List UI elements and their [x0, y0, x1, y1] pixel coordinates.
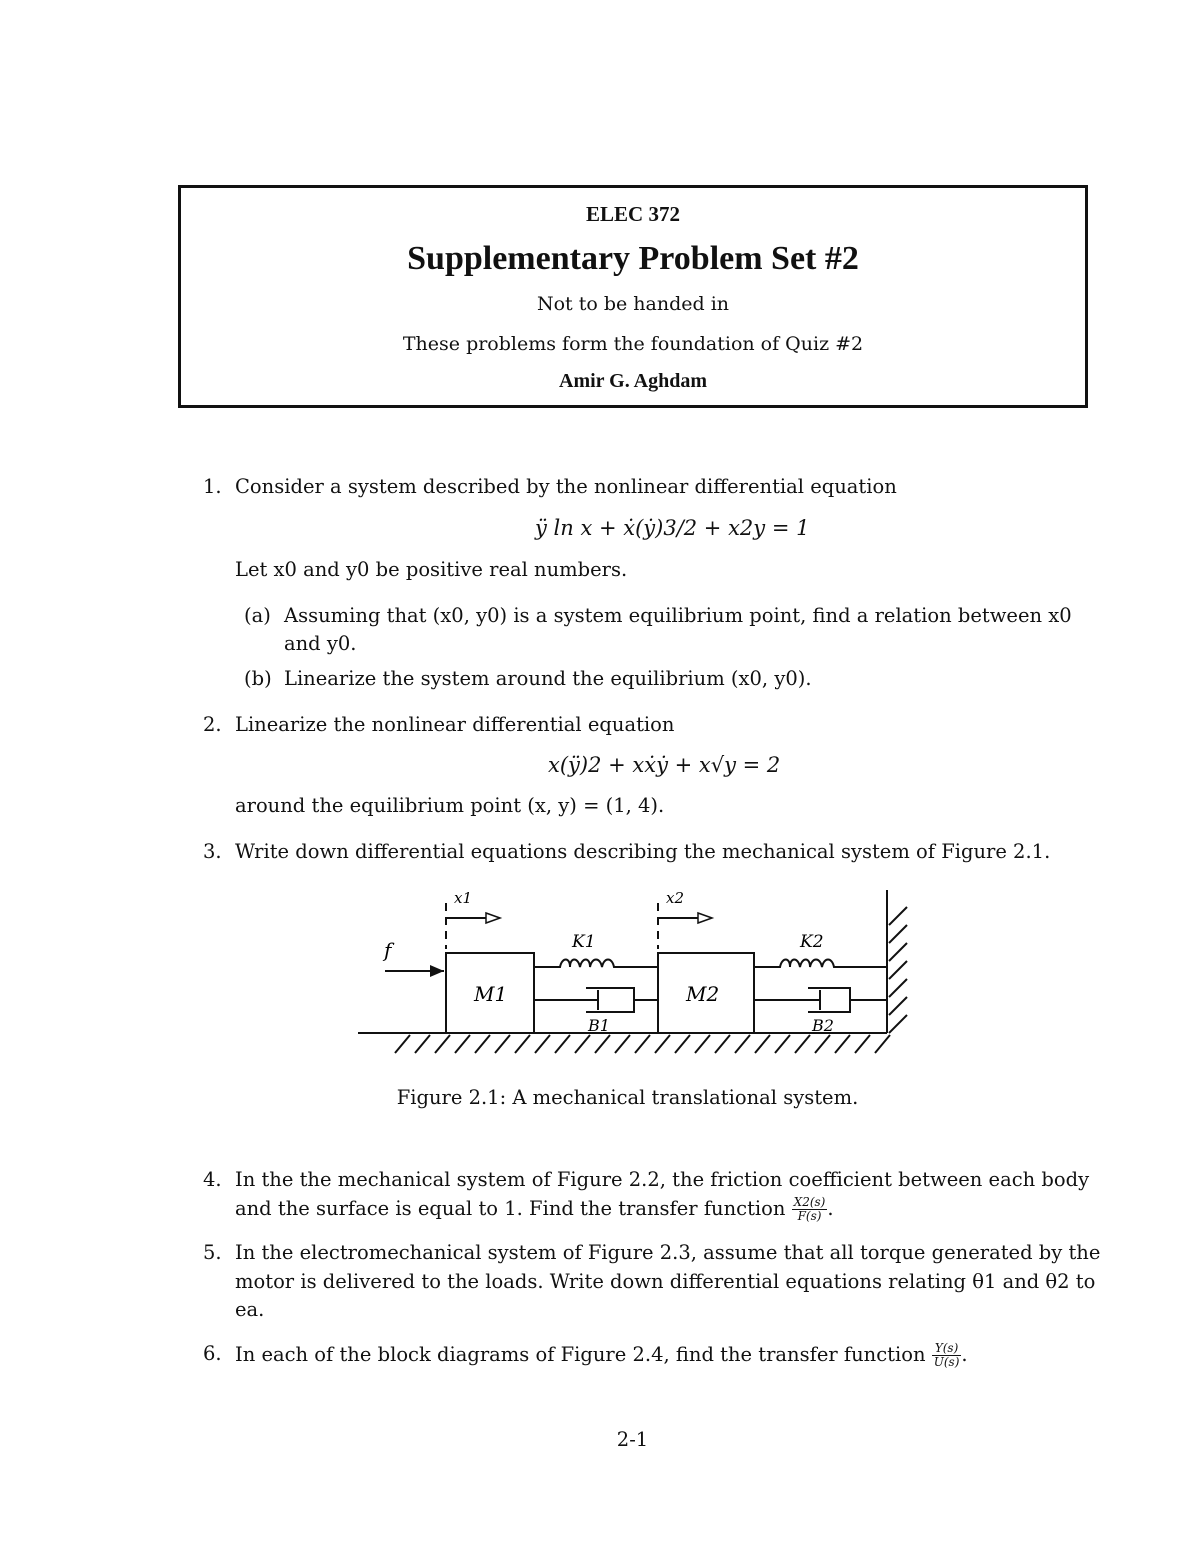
problem-1a-line1: Assuming that (x0, y0) is a system equilibrium point, find a relation between x0 — [284, 604, 1072, 627]
m1-label: M1 — [474, 982, 508, 1006]
x2-arrowhead — [698, 913, 712, 923]
problem-2-after: around the equilibrium point (x, y) = (1, 4). — [235, 794, 665, 817]
problem-6-tf-numerator: Y(s) — [932, 1342, 962, 1356]
problem-5-line2: motor is delivered to the loads. Write down differential equations relating θ1 and θ2 to — [235, 1270, 1096, 1293]
hand-in-note: Not to be handed in — [536, 293, 730, 315]
damper-b2 — [754, 988, 887, 1012]
k1-label: K1 — [572, 932, 596, 952]
b1-label: B1 — [588, 1016, 610, 1035]
problem-4-tf-denominator: F(s) — [797, 1209, 822, 1224]
problem-6-line-wrap: In each of the block diagrams of Figure 2.4, find the transfer function $\frac{Y(s)}{U(s)}$ . — [235, 1341, 968, 1370]
problem-3-number: 3. — [203, 840, 222, 863]
subtitle: These problems form the foundation of Quiz #2 — [402, 333, 864, 355]
problem-1-text: Consider a system described by the nonlinear differential equation — [235, 475, 897, 498]
problem-4-number: 4. — [203, 1168, 222, 1191]
problem-2-equation — [548, 753, 780, 777]
k2-label: K2 — [800, 932, 824, 952]
x2-label: x2 — [666, 889, 685, 907]
m2-label: M2 — [686, 982, 720, 1006]
problem-1-equation — [535, 516, 809, 540]
problem-1-equation-text: ÿ ln x + ẋ(ẏ)3/2 + x2y = 1 — [535, 516, 810, 540]
course-code: ELEC 372 — [586, 202, 680, 226]
problem-6-number: 6. — [203, 1342, 222, 1365]
title-box — [178, 185, 1088, 408]
problem-6-tf-denominator: U(s) — [933, 1355, 960, 1370]
problem-4-line1: In the the mechanical system of Figure 2.2, the friction coefficient between each body — [235, 1168, 1090, 1191]
problem-5-number: 5. — [203, 1241, 222, 1264]
force-label: f — [384, 938, 392, 962]
problem-1a-label: (a) — [244, 604, 271, 627]
page-number: 2-1 — [616, 1428, 649, 1451]
problem-2-equation-text: x(ÿ)2 + xẋẏ + x√y = 2 — [548, 753, 781, 777]
problem-5-line3: ea. — [235, 1298, 265, 1321]
problem-5-line1: In the electromechanical system of Figure 2.3, assume that all torque generated by the — [235, 1241, 1101, 1264]
problem-4-line2-wrap: and the surface is equal to 1. Find the transfer function $\frac{X2(s)}{F(s)}$ . — [235, 1195, 834, 1224]
problem-1-number: 1. — [203, 475, 222, 498]
figure-caption: Figure 2.1: A mechanical translational system. — [396, 1086, 859, 1109]
problem-1b-line1: Linearize the system around the equilibrium (x0, y0). — [284, 667, 812, 690]
spring-k2 — [754, 960, 887, 968]
problem-6-line1: In each of the block diagrams of Figure 2.4, find the transfer function — [235, 1343, 926, 1367]
damper-b1 — [534, 988, 658, 1012]
x1-arrowhead — [486, 913, 500, 923]
document-title: Supplementary Problem Set #2 — [407, 240, 859, 277]
x1-label: x1 — [454, 889, 473, 907]
problem-4-line2: and the surface is equal to 1. Find the transfer function — [235, 1197, 786, 1221]
problem-4-tf-numerator: X2(s) — [793, 1195, 826, 1209]
problem-4-transfer-function — [792, 1196, 828, 1223]
problem-2-number: 2. — [203, 713, 222, 736]
b2-label: B2 — [812, 1016, 834, 1035]
force-arrowhead — [430, 965, 444, 977]
problem-3-text: Write down differential equations describing the mechanical system of Figure 2.1. — [235, 840, 1051, 863]
problem-1a-line2: and y0. — [284, 632, 357, 655]
mechanical-system-figure — [350, 885, 920, 1060]
author-name: Amir G. Aghdam — [559, 370, 707, 392]
spring-k1 — [534, 960, 658, 968]
problem-1-after: Let x0 and y0 be positive real numbers. — [235, 558, 628, 581]
problem-6-transfer-function — [932, 1342, 962, 1369]
wall-hatching — [889, 907, 907, 1033]
ground-hatching — [395, 1035, 890, 1053]
problem-1b-label: (b) — [244, 667, 272, 690]
problem-2-text: Linearize the nonlinear differential equation — [235, 713, 675, 736]
